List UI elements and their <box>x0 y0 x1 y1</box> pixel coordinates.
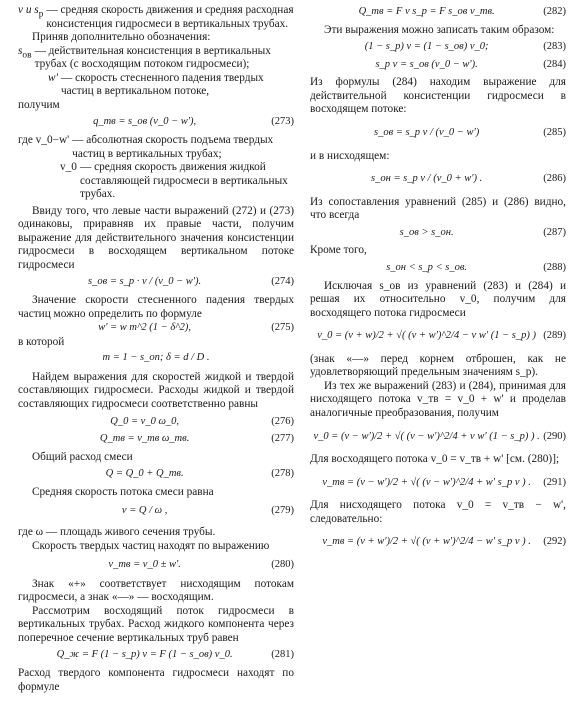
paragraph: Скорость твердых частиц находят по выражению <box>32 539 270 552</box>
equation-number: (292) <box>543 536 566 548</box>
paragraph: Кроме того, <box>310 244 367 257</box>
formula: v_0 = (v − w')/2 + √( (v − w')^2/4 + v w' (1 − s_р) ) . <box>313 430 540 442</box>
formula: Q_0 = v_0 ω_0, <box>110 415 179 427</box>
paragraph: Из тех же выражений (283) и (284), принимая для нисходящего потока v_тв = v_0 + w' и проделав аналогичные преобразования, получим <box>310 379 566 419</box>
equation-284 <box>310 59 566 72</box>
equation-289 <box>310 330 566 343</box>
equation-281 <box>18 649 294 662</box>
equation-277 <box>18 433 294 446</box>
paragraph: Расход твердого компонента гидросмеси находят по формуле <box>18 666 294 693</box>
paragraph: Из формулы (284) находим выражение для действительной консистенции гидросмеси в восходящем потоке: <box>310 76 566 116</box>
equation-number: (278) <box>271 468 294 480</box>
formula: s_ов = s_р v / (v_0 − w') <box>373 126 480 138</box>
equation-number: (281) <box>271 649 294 661</box>
equation-274 <box>18 276 294 289</box>
equation-number: (291) <box>543 476 566 488</box>
formula: Q_тв = F v s_р = F s_ов v_тв. <box>358 6 495 17</box>
paragraph: Ввиду того, что левые части выражений (272) и (273) одинаковы, приравняв их правые части, получим выражение для действительного значения консистенции гидросмеси в восходящем вертикальном потоке гидросмеси <box>18 204 294 271</box>
definition-w <box>18 72 294 99</box>
formula: Q_ж = F (1 − s_р) v = F (1 − s_ов) v_0. <box>56 649 233 661</box>
formula: s_ов > s_он. <box>399 226 454 238</box>
equation-287 <box>310 227 566 240</box>
equation-279 <box>18 505 294 518</box>
definition-v-sp: v и $s_р$ — средняя скорость движения и средняя расходная консистенция гидросмеси в вертикальных трубах. <box>18 4 294 30</box>
formula: q_тв = s_ов (v_0 − w'), <box>93 116 197 128</box>
equation-number: (275) <box>271 322 294 334</box>
paragraph: Рассмотрим восходящий поток гидросмеси в вертикальных трубах. Расход жидкого компонента через поперечное сечение вертикальных труб равен <box>18 604 294 644</box>
paragraph: Из сопоставления уравнений (285) и (286) видно, что всегда <box>310 195 566 222</box>
equation-292 <box>310 536 566 549</box>
formula: v_тв = (v + w')/2 + √( (v + w')^2/4 − w' s_р v ) . <box>322 536 531 548</box>
paragraph: Эти выражения можно записать таким образом: <box>324 23 555 36</box>
definition-text: — средняя скорость движения жидкой составляющей гидросмеси в вертикальных трубах. <box>79 161 288 201</box>
symbol: v_0 <box>60 161 77 174</box>
equation-275 <box>18 322 294 335</box>
symbol: где v_0−w' <box>18 133 70 146</box>
formula: v_тв = v_0 ± w'. <box>108 559 181 571</box>
definition-text: — скорость стесненного падения твердых частиц в вертикальном потоке, <box>60 71 264 98</box>
formula: v_0 = (v + w)/2 + √( (v + w')^2/4 − v w' (1 − s_р) ) <box>317 330 536 342</box>
definition-v0-w <box>18 134 294 161</box>
equation-number: (287) <box>543 226 566 238</box>
equation-number: (285) <box>543 126 566 138</box>
paragraph: Для восходящего потока v_0 = v_тв + w' [см. (280)]; <box>310 453 560 466</box>
paragraph: Приняв дополнительно обозначения: <box>32 31 211 44</box>
equation-283 <box>310 41 566 54</box>
paragraph: Средняя скорость потока смеси равна <box>32 485 214 498</box>
equation-number: (289) <box>543 330 566 342</box>
left-column <box>18 4 294 694</box>
equation-number: (274) <box>271 276 294 288</box>
equation-273 <box>18 116 294 129</box>
right-column <box>310 4 566 559</box>
formula: w' = w m^2 (1 − δ^2), <box>98 322 192 334</box>
paragraph: Знак «+» соответствует нисходящим потокам гидросмеси, а знак «—» — восходящим. <box>18 577 294 604</box>
formula: Q = Q_0 + Q_тв. <box>105 468 184 480</box>
definition-text: — абсолютная скорость подъема твердых частиц в вертикальных трубах; <box>72 133 274 160</box>
formula: (1 − s_р) v = (1 − s_ов) v_0; <box>364 41 489 53</box>
equation-number: (290) <box>543 430 566 442</box>
formula: s_он < s_р < s_ов. <box>386 261 468 273</box>
equation-278 <box>18 468 294 481</box>
formula: m = 1 − s_оп; δ = d / D . <box>102 352 210 364</box>
symbol: s <box>18 44 23 57</box>
paragraph: (знак «—» перед корнем отброшен, как не удовлетворяющий предельным значениям s_р). <box>310 352 566 379</box>
equation-number: (276) <box>271 415 294 427</box>
symbol: w' <box>48 71 58 84</box>
equation-288 <box>310 262 566 275</box>
equation-number: (279) <box>271 505 294 517</box>
paragraph: в которой <box>18 335 65 348</box>
paragraph: где ω — площадь живого сечения трубы. <box>18 525 216 538</box>
equation-number: (284) <box>543 58 566 70</box>
paragraph: Исключая s_ов из уравнений (283) и (284) и решая их относительно v_0, получим для восходящего потока гидросмеси <box>310 279 566 319</box>
equation-280 <box>18 559 294 572</box>
paragraph: и в нисходящем: <box>310 149 390 162</box>
formula: Q_тв = v_тв ω_тв. <box>99 433 190 445</box>
equation-number: (286) <box>543 173 566 185</box>
equation-291 <box>310 477 566 490</box>
paragraph: Значение скорости стесненного падения твердых частиц можно определить по формуле <box>18 294 294 320</box>
symbol: v и s <box>18 4 39 16</box>
formula: v = Q / ω , <box>121 505 168 517</box>
equation-number: (288) <box>543 261 566 273</box>
equation-290 <box>310 431 566 444</box>
paragraph: получим <box>18 98 60 111</box>
equation-number: (282) <box>543 6 566 17</box>
formula: s_р v = s_ов (v_0 − w'). <box>375 58 478 70</box>
formula: s_он = s_р v / (v_0 + w') . <box>371 173 483 185</box>
formula: s_ов = s_р · v / (v_0 − w'). <box>88 276 202 288</box>
equation-282 <box>310 6 566 19</box>
equation-276 <box>18 416 294 429</box>
paragraph: Общий расход смеси <box>32 450 133 463</box>
equation-m-delta <box>18 352 294 365</box>
equation-285 <box>310 127 566 140</box>
definition-text: — средняя скорость движения и средняя расходная консистенция гидросмеси в вертикальных трубах. <box>46 4 294 30</box>
equation-number: (283) <box>543 41 566 53</box>
definition-v0 <box>18 161 294 202</box>
equation-286 <box>310 173 566 186</box>
paragraph: Для нисходящего потока v_0 = v_тв − w', следовательно: <box>310 499 566 525</box>
equation-number: (277) <box>271 433 294 445</box>
definition-text: — действительная консистенция в вертикальных трубах (с восходящим потоком гидросмеси); <box>34 44 271 71</box>
definition-sov: $s_{ов}$ — действительная консистенция в вертикальных трубах (с восходящим потоком гидросмеси); <box>18 45 294 72</box>
paragraph: Найдем выражения для скоростей жидкой и твердой составляющих гидросмеси. Расходы жидкой и твердой составляющих гидросмеси соответственно равны <box>18 370 294 410</box>
formula: v_тв = (v − w')/2 + √( (v − w')^2/4 + w' s_р v ) . <box>322 476 531 488</box>
equation-number: (280) <box>271 559 294 571</box>
equation-number: (273) <box>271 116 294 128</box>
